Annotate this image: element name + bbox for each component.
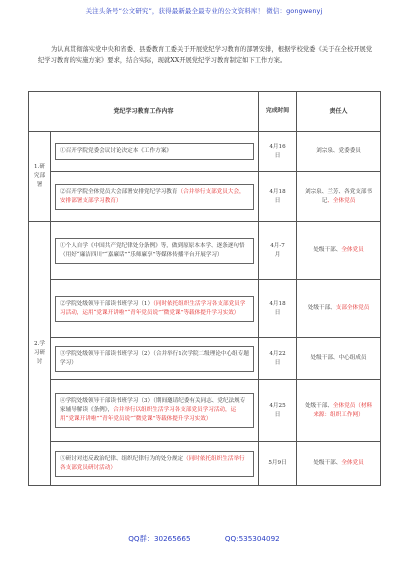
owner-text-highlight: 、全体党员	[327, 197, 356, 204]
row-owner: 处级干部、中心组成员	[297, 338, 381, 380]
row-time: 4月22日	[259, 338, 297, 380]
row-text: 学院处级领导干部读书班学习（3）（期间邀请纪委有关同志、党纪法规专家辅导解读《条例》，	[60, 398, 246, 413]
row-owner	[297, 172, 381, 222]
row-text-highlight: （同时依托组织生活学习各支部党员学习活动，运用“党课开讲啦”“青年党员说”“微党课”等载体提升学习实效）	[60, 300, 246, 316]
row-owner: 刘宗泉、党委委员	[297, 132, 381, 172]
row-content	[51, 132, 259, 172]
stage-label: 2.学习研讨	[29, 222, 51, 486]
owner-text-highlight: 全体党员（材料来源：组织工作网）	[313, 402, 373, 418]
work-plan-table	[28, 91, 381, 486]
table-row	[29, 380, 381, 442]
header-time: 完成时间	[259, 92, 297, 132]
row-content	[51, 222, 259, 280]
table-row	[29, 338, 381, 380]
row-num: ⑤	[60, 455, 66, 462]
table-row	[29, 280, 381, 338]
row-num: ②	[60, 300, 66, 307]
row-time: 4月18日	[259, 280, 297, 338]
table-row	[29, 132, 381, 172]
row-text: 学院处级领导干部读书班学习（2）（合并举行1次学院二级理论中心组专题学习）	[60, 350, 249, 366]
row-text-highlight: （合并举行支部党员大会，安排部署支部学习教育）	[60, 188, 245, 204]
owner-text: 处级干部、	[304, 402, 333, 409]
row-content	[51, 172, 259, 222]
row-text: 个人自学《中国共产党纪律处分条例》等，做到原原本本学、逐条逐句悟（用好“廉洁四川”“嘉廉话”“乐师廉享”等媒体传播平台开展学习）	[60, 242, 245, 258]
row-text: 召开学院全体党员大会部署安排党纪学习教育	[65, 188, 178, 195]
row-time: 5月9日	[259, 442, 297, 486]
table-row	[29, 222, 381, 280]
top-banner: 关注头条号“公文研究”，获得最新最全最专业的公文资料库！ 微信：gongwenyj	[85, 7, 323, 15]
row-num: ①	[60, 148, 66, 154]
row-text-highlight: 合并举行以组织生活学习各支部党员学习活动，运用“党课开讲啦”“青年党员说”“微党课”等载体提升学习实效）	[60, 407, 237, 422]
owner-text-highlight: 全体党员	[341, 460, 364, 466]
owner-text: 刘宗泉、兰芳、各党支部书记	[304, 188, 373, 204]
table-row	[29, 172, 381, 222]
row-num: ③	[60, 350, 66, 357]
owner-text: 处级干部、	[313, 247, 342, 253]
owner-text-highlight: 全体党员	[341, 247, 364, 253]
owner-text: 处级干部、	[307, 305, 336, 311]
row-owner	[297, 442, 381, 486]
row-time: 4月16日	[259, 132, 297, 172]
owner-text-highlight: 支部全体党员	[335, 305, 370, 311]
table-row	[29, 442, 381, 486]
row-text-highlight: （同时依托组织生活举行各支部党员研讨活动）	[60, 455, 245, 471]
row-content	[51, 280, 259, 338]
row-time: 4月25日	[259, 380, 297, 442]
row-content	[51, 442, 259, 486]
row-owner	[297, 222, 381, 280]
row-owner	[297, 280, 381, 338]
header-owner: 责任人	[297, 92, 381, 132]
row-num: ②	[60, 188, 66, 195]
row-owner	[297, 380, 381, 442]
footer-contact	[0, 534, 408, 544]
row-content	[51, 380, 259, 442]
row-text: 研讨对违反政治纪律、组织纪律行为的处分规定	[65, 455, 184, 462]
qq-text: QQ:535304092	[224, 534, 280, 543]
stage-label: 1.研究部署	[29, 132, 51, 222]
row-num: ①	[60, 242, 66, 249]
row-text: 学院处级领导干部读书班学习（1）	[65, 300, 154, 307]
row-text: 召开学院党委会议讨论决定本《工作方案》	[65, 148, 172, 154]
intro-paragraph: 为认真贯彻落实党中央和省委、县委教育工委关于开展党纪学习教育的部署安排，根据学校党委《关于在全校开展党纪学习教育的实施方案》要求，结合实际，现就XX开展党纪学习教育制定如下工作方案。	[38, 46, 373, 64]
row-num: ④	[60, 398, 66, 404]
row-time: 4月-7月	[259, 222, 297, 280]
row-time: 4月18日	[259, 172, 297, 222]
row-content	[51, 338, 259, 380]
header-content: 党纪学习教育工作内容	[29, 92, 259, 132]
table-header-row	[29, 92, 381, 132]
owner-text: 处级干部、	[313, 460, 342, 466]
qq-group-text: QQ群：30265665	[128, 534, 191, 543]
